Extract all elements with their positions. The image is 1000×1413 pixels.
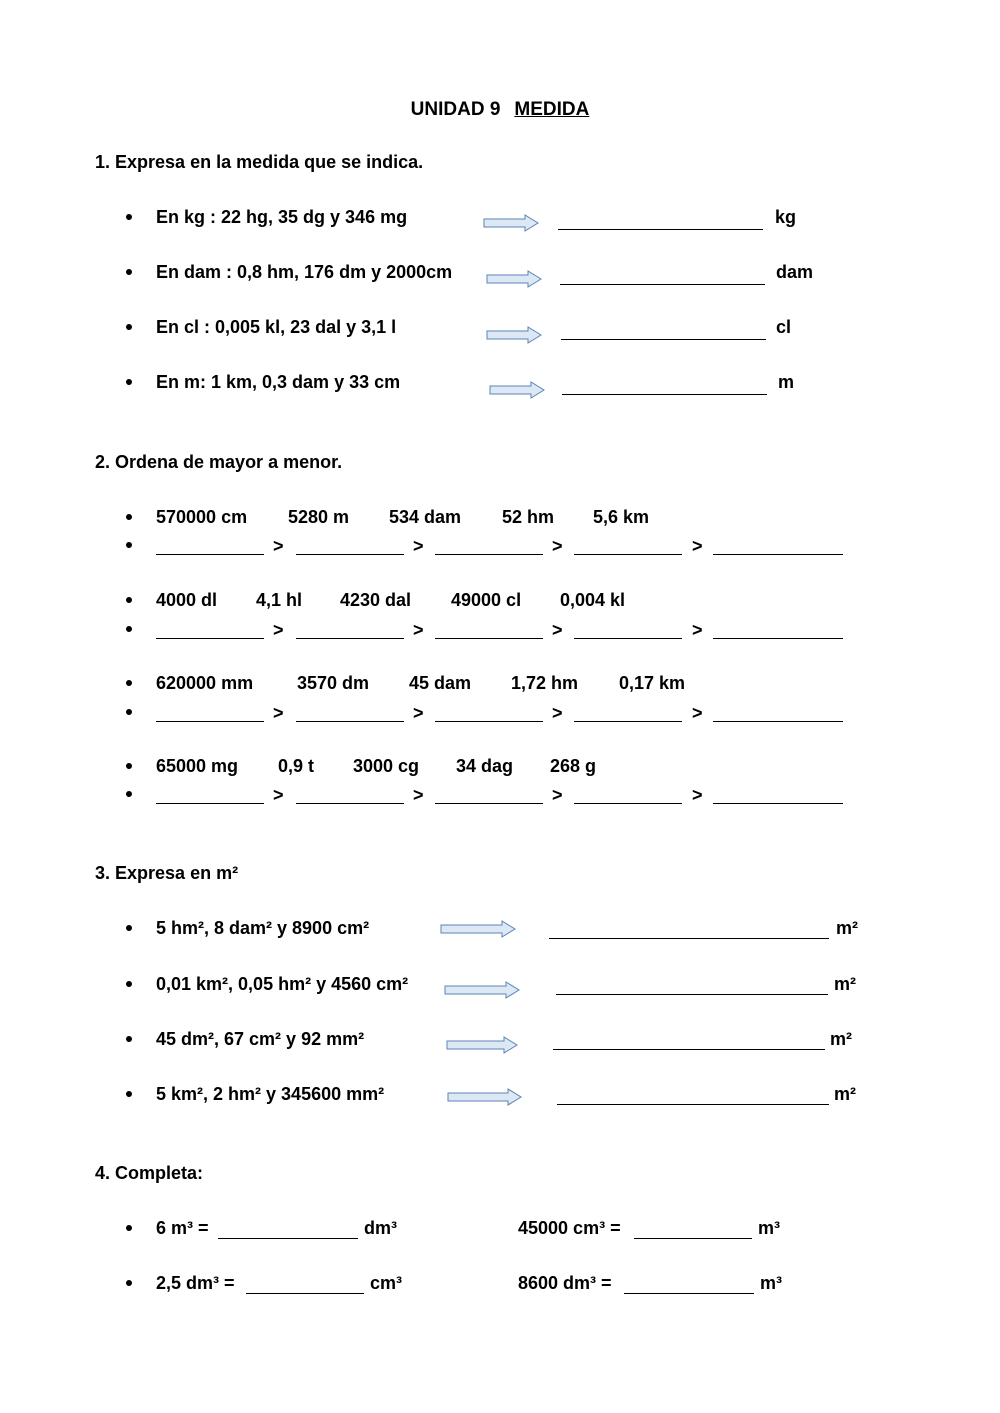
greater-than-sign: > — [552, 536, 563, 556]
bullet — [126, 763, 132, 769]
answer-input[interactable] — [574, 721, 682, 722]
title-prefix: UNIDAD 9 — [410, 99, 501, 120]
section1-heading: 1. Expresa en la medida que se indica. — [95, 152, 424, 172]
value-item: 620000 mm — [156, 673, 254, 693]
answer-input[interactable] — [156, 803, 264, 804]
greater-than-sign: > — [413, 785, 424, 805]
unit-label: dm³ — [364, 1218, 397, 1238]
bullet — [126, 214, 132, 220]
value-item: 0,17 km — [619, 673, 686, 693]
greater-than-sign: > — [552, 703, 563, 723]
greater-than-sign: > — [273, 703, 284, 723]
bullet — [126, 597, 132, 603]
greater-than-sign: > — [273, 785, 284, 805]
value-item: 4,1 hl — [256, 590, 303, 610]
unit-label: m² — [830, 1029, 852, 1049]
arrow-right-icon — [440, 920, 516, 938]
unit-label: m³ — [760, 1273, 782, 1293]
unit-label: m² — [836, 918, 858, 938]
answer-input[interactable] — [562, 394, 767, 395]
answer-input[interactable] — [156, 721, 264, 722]
unit-label: dam — [776, 262, 814, 282]
value-item: 4000 dl — [156, 590, 218, 610]
greater-than-sign: > — [413, 620, 424, 640]
value-item: 3000 cg — [353, 756, 420, 776]
answer-input[interactable] — [574, 554, 682, 555]
bullet — [126, 680, 132, 686]
bullet — [126, 709, 132, 715]
answer-input[interactable] — [624, 1293, 754, 1294]
bullet — [126, 925, 132, 931]
value-item: 4230 dal — [340, 590, 412, 610]
answer-input[interactable] — [713, 803, 843, 804]
bullet — [126, 981, 132, 987]
value-item: 3570 dm — [297, 673, 370, 693]
greater-than-sign: > — [273, 536, 284, 556]
value-item: 0,004 kl — [560, 590, 626, 610]
answer-input[interactable] — [156, 554, 264, 555]
section2-heading: 2. Ordena de mayor a menor. — [95, 452, 343, 472]
answer-input[interactable] — [435, 554, 543, 555]
value-item: 5,6 km — [593, 507, 650, 527]
value-item: 52 hm — [502, 507, 555, 527]
bullet — [126, 514, 132, 520]
answer-input[interactable] — [435, 721, 543, 722]
answer-input[interactable] — [557, 1104, 829, 1105]
bullet — [126, 269, 132, 275]
answer-input[interactable] — [246, 1293, 364, 1294]
equation-prefix: 8600 dm³ = — [518, 1273, 612, 1293]
section3-heading: 3. Expresa en m² — [95, 863, 239, 883]
value-item: 570000 cm — [156, 507, 248, 527]
greater-than-sign: > — [413, 536, 424, 556]
value-item: 1,72 hm — [511, 673, 579, 693]
value-item: 534 dam — [389, 507, 462, 527]
arrow-right-icon — [444, 981, 520, 999]
unit-label: kg — [775, 207, 797, 227]
unit-label: m² — [834, 1084, 856, 1104]
arrow-right-icon — [446, 1036, 518, 1054]
value-item: 49000 cl — [451, 590, 522, 610]
exercise-text: 45 dm², 67 cm² y 92 mm² — [156, 1029, 365, 1049]
arrow-right-icon — [483, 214, 539, 232]
bullet — [126, 379, 132, 385]
value-item: 0,9 t — [278, 756, 315, 776]
answer-input[interactable] — [435, 803, 543, 804]
value-item: 268 g — [550, 756, 597, 776]
value-item: 45 dam — [409, 673, 472, 693]
answer-input[interactable] — [296, 638, 404, 639]
value-item: 5280 m — [288, 507, 350, 527]
arrow-right-icon — [447, 1088, 522, 1106]
bullet — [126, 542, 132, 548]
answer-input[interactable] — [713, 554, 843, 555]
bullet — [126, 324, 132, 330]
equation-prefix: 6 m³ = — [156, 1218, 209, 1238]
exercise-text: En cl : 0,005 kl, 23 dal y 3,1 l — [156, 317, 397, 337]
arrow-right-icon — [489, 381, 545, 399]
greater-than-sign: > — [552, 620, 563, 640]
answer-input[interactable] — [296, 554, 404, 555]
unit-label: cl — [776, 317, 792, 337]
answer-input[interactable] — [549, 938, 829, 939]
answer-input[interactable] — [713, 638, 843, 639]
bullet — [126, 1036, 132, 1042]
greater-than-sign: > — [692, 703, 703, 723]
greater-than-sign: > — [692, 785, 703, 805]
answer-input[interactable] — [553, 1049, 825, 1050]
greater-than-sign: > — [552, 785, 563, 805]
arrow-right-icon — [486, 270, 542, 288]
answer-input[interactable] — [296, 803, 404, 804]
value-item: 65000 mg — [156, 756, 239, 776]
unit-label: m — [778, 372, 795, 392]
equation-prefix: 45000 cm³ = — [518, 1218, 621, 1238]
answer-input[interactable] — [561, 339, 766, 340]
exercise-text: En dam : 0,8 hm, 176 dm y 2000cm — [156, 262, 453, 282]
answer-input[interactable] — [560, 284, 765, 285]
greater-than-sign: > — [413, 703, 424, 723]
answer-input[interactable] — [556, 994, 828, 995]
section4-heading: 4. Completa: — [95, 1163, 204, 1183]
answer-input[interactable] — [713, 721, 843, 722]
exercise-text: 0,01 km², 0,05 hm² y 4560 cm² — [156, 974, 409, 994]
exercise-text: En kg : 22 hg, 35 dg y 346 mg — [156, 207, 408, 227]
bullet — [126, 791, 132, 797]
answer-input[interactable] — [574, 803, 682, 804]
answer-input[interactable] — [156, 638, 264, 639]
exercise-text: 5 km², 2 hm² y 345600 mm² — [156, 1084, 385, 1104]
title-main: MEDIDA — [514, 99, 590, 120]
equation-prefix: 2,5 dm³ = — [156, 1273, 235, 1293]
unit-label: m² — [834, 974, 856, 994]
bullet — [126, 1225, 132, 1231]
answer-input[interactable] — [634, 1238, 752, 1239]
page-title — [0, 99, 1000, 121]
answer-input[interactable] — [218, 1238, 358, 1239]
exercise-text: En m: 1 km, 0,3 dam y 33 cm — [156, 372, 401, 392]
answer-input[interactable] — [435, 638, 543, 639]
value-item: 34 dag — [456, 756, 514, 776]
greater-than-sign: > — [273, 620, 284, 640]
answer-input[interactable] — [558, 229, 763, 230]
bullet — [126, 1091, 132, 1097]
unit-label: m³ — [758, 1218, 780, 1238]
greater-than-sign: > — [692, 620, 703, 640]
arrow-right-icon — [486, 326, 542, 344]
answer-input[interactable] — [574, 638, 682, 639]
greater-than-sign: > — [692, 536, 703, 556]
exercise-text: 5 hm², 8 dam² y 8900 cm² — [156, 918, 370, 938]
bullet — [126, 1280, 132, 1286]
bullet — [126, 626, 132, 632]
unit-label: cm³ — [370, 1273, 403, 1293]
answer-input[interactable] — [296, 721, 404, 722]
